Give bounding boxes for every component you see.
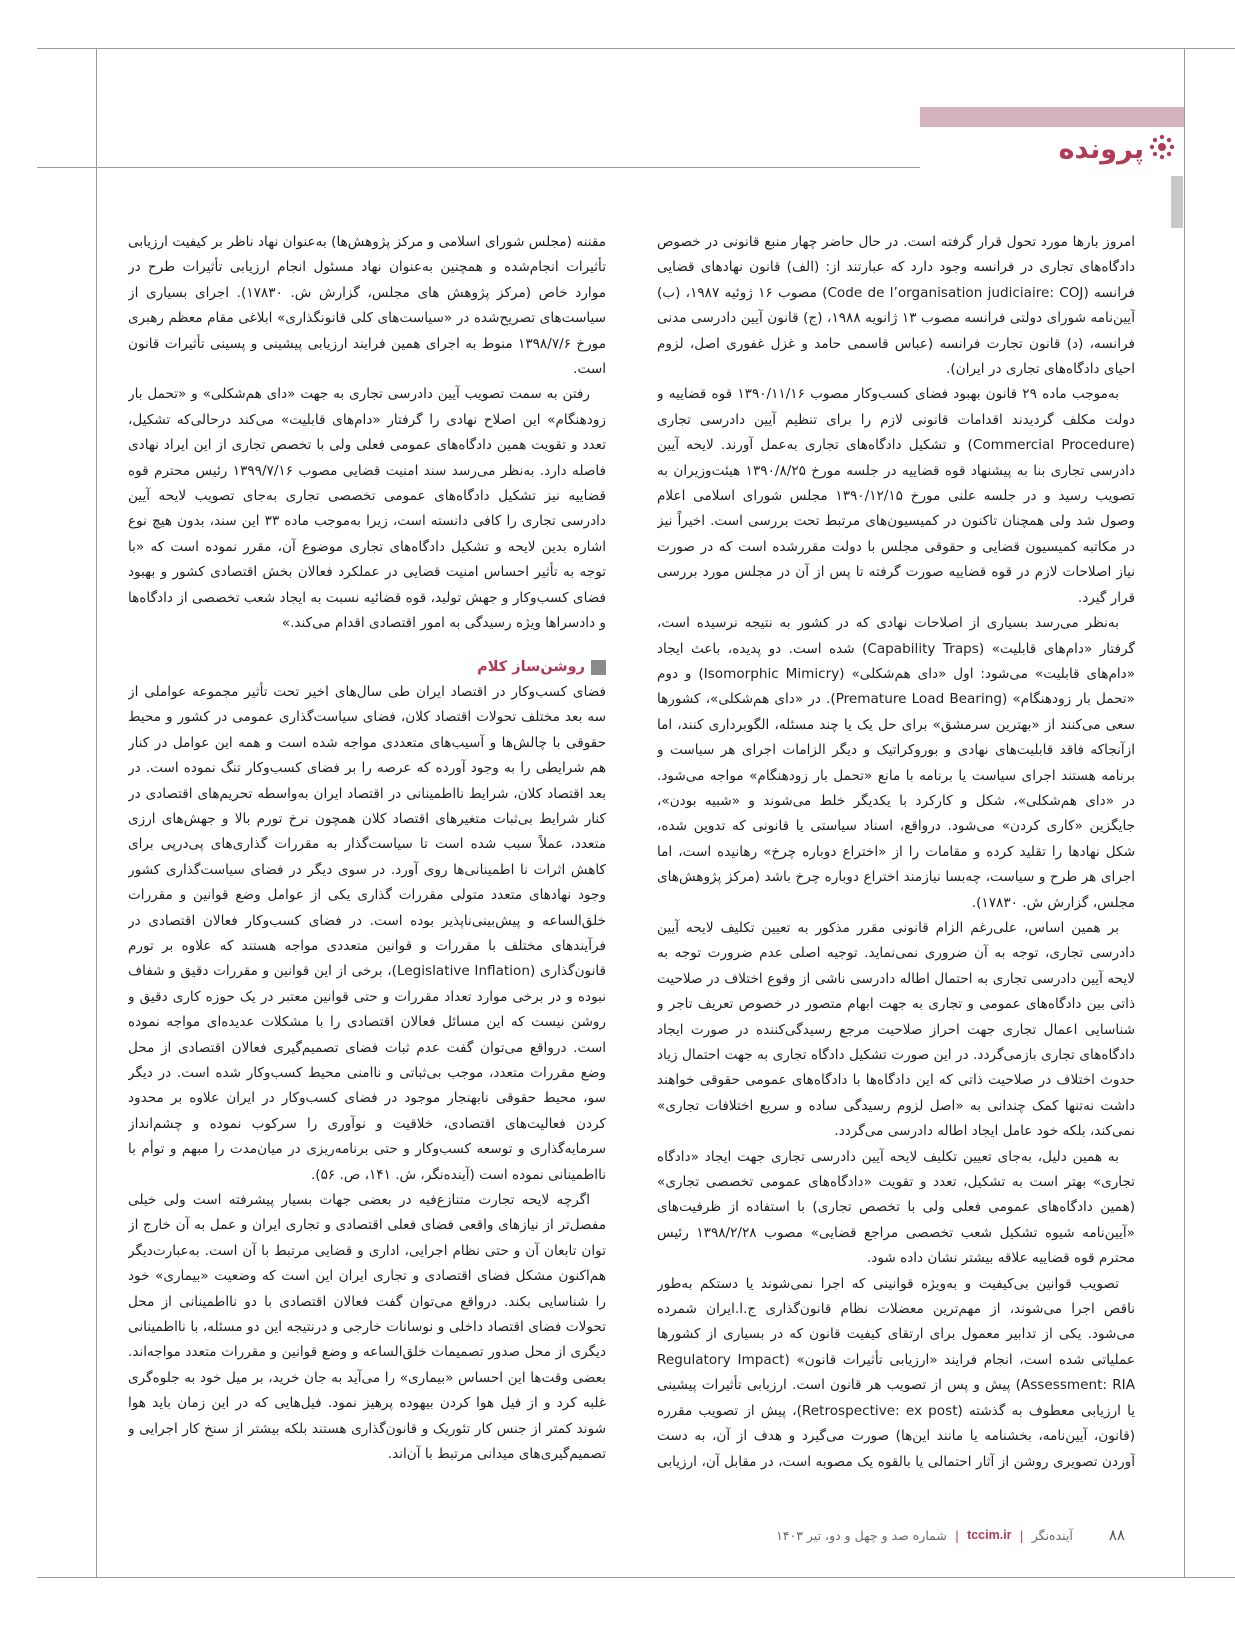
side-tab bbox=[1171, 176, 1183, 228]
paragraph: اگرچه لایحه تجارت متنازع‌فیه در بعضی جهات بسیار پیشرفته است ولی خیلی مفصل‌تر از نیازهای واقعی فضای فعلی اقتصادی و تجاری ایران و عمل به آن خارج از توان تابعان آن و حتی نظام اجرایی، اداری و قضایی مرتبط با آن است. به‌عبارت‌دیگر هم‌اکنون مشکل فضای اقتصادی و تجاری ایران این است که وضعیت «بیماری» خود را شناسایی بکند. درواقع می‌توان گفت فعالان اقتصادی با دو نااطمینانی از محل تحولات فضای اقتصاد داخلی و نوسانات خارجی و درنتیجه این دو مسئله، با نااطمینانی دیگری از محل صدور تصمیمات خلق‌الساعه و وضع قوانین و مقررات متعدد مواجه‌اند. بعضی وقت‌ها این احساس «بیماری» را می‌آید به جان خرید، بر میل خود به جلوه‌گری غلبه کرد و از فیل هوا کردن بیهوده پرهیز نمود. فیل‌هایی که در این زمان باید هوا شوند کمتر از جنس کار تئوریک و قانون‌گذاری هستند بلکه بیشتر از سنخ کار اجرایی و تصمیم‌گیری‌های میدانی مرتبط با آن‌اند. bbox=[128, 1192, 606, 1463]
frame-right-line bbox=[1184, 48, 1185, 1577]
paragraph: فضای کسب‌وکار در اقتصاد ایران طی سال‌های اخیر تحت تأثیر مجموعه عواملی از سه بعد مختلف تحولات اقتصاد کلان، فضای سیاست‌گذاری عمومی در کشور و محیط حقوقی با چالش‌ها و آسیب‌های متعددی مواجه شده است و همه این عوامل در کنار هم شرایطی را به وجود آورده که عرصه را بر فضای کسب‌وکار تنگ نموده است. در بعد اقتصاد کلان، شرایط نااطمینانی در اقتصاد ایران به‌واسطه تحریم‌های اقتصادی در کنار شرایط بی‌ثبات متغیرهای اقتصاد کلان همچون نرخ تورم بالا و جهش‌های ارزی متعدد، عملاً سبب شده است تا سیاست‌گذار به مقررات گذاری‌های پی‌درپی برای کاهش اثرات نا اطمینانی‌ها روی آورد. در سوی دیگر در فضای سیاست‌گذاری کشور وجود نهادهای متعدد متولی مقررات گذاری یکی از عوامل وضع قوانین و مقررات خلق‌الساعه و پیش‌بینی‌ناپذیر بوده است. در فضای کسب‌وکار فعالان اقتصادی در فرآیندهای مختلف با مقررات و قوانین متعددی مواجه هستند که علاوه بر تورم قانون‌گذاری (Legislative Inflation)، برخی از این قوانین و مقررات دقیق و شفاف نبوده و در برخی موارد تعداد مقررات و حتی قوانین معتبر در یک حوزه کاری دقیق و روشن نیست که این مسائل فعالان اقتصادی را با مشکلات عدیده‌ای مواجه نموده است. درواقع می‌توان گفت عدم ثبات فضای تصمیم‌گیری فعالان اقتصادی از محل وضع مقررات متعدد، موجب بی‌ثباتی و ناامنی محیط کسب‌وکار شده است. در دیگر سو، محیط حقوقی نابهنجار موجود در فضای کسب‌وکار در ایران علاوه بر محدود کردن فعالیت‌های اقتصادی، خلاقیت و نوآوری را سرکوب نموده و چشم‌انداز سرمایه‌گذاری و توسعه کسب‌وکار و حتی برنامه‌ریزی در میان‌مدت را مبهم و توأم با نااطمینانی نموده است (آینده‌نگر، ش. ۱۴۱، ص. ۵۶). bbox=[128, 683, 606, 1183]
paragraph: بر همین اساس، علی‌رغم الزام قانونی مقرر مذکور به تعیین تکلیف لایحه آیین دادرسی تجاری، توجه به آن ضروری نمی‌نماید. توجیه اصلی عدم ضرورت توجه به لایحه آیین دادرسی تجاری به احتمال اطاله دادرسی ناشی از وقوع اختلاف در صلاحیت ذاتی بین دادگاه‌های عمومی و تجاری به جهت ابهام متصور در خصوص تعریف تاجر و شناسایی اعمال تجاری جهت احراز صلاحیت مرجع رسیدگی‌کننده در صورت ایجاد دادگاه‌های تجاری بازمی‌گردد. در این صورت تشکیل دادگاه تجاری به جهت احتمال زیاد حدوث اختلاف در صلاحیت ذاتی که این دادگاه‌ها با دادگاه‌های عمومی حقوقی خواهند داشت نه‌تنها کمک چندانی به «اصل لزوم رسیدگی ساده و سریع اختلافات تجاری» نمی‌کند، بلکه خود عامل ایجاد اطاله دادرسی می‌گردد. bbox=[657, 919, 1135, 1140]
section-banner bbox=[920, 107, 1184, 127]
paragraph: رفتن به سمت تصویب آیین دادرسی تجاری به جهت «دای هم‌شکلی» و «تحمل بار زودهنگام» این اصلاح نهادی را گرفتار «دام‌های قابلیت» می‌کند درحالی‌که تشکیل، تعدد و تقویت همین دادگاه‌های عمومی فعلی ولی با تخصص تجاری از این ایراد نهادی فاصله دارد. به‌نظر می‌رسد سند امنیت قضایی مصوب ۱۳۹۹/۷/۱۶ رئیس محترم قوه قضاییه نیز تشکیل دادگاه‌های عمومی تخصصی تجاری به‌جای تصویب لایحه آیین دادرسی تجاری را کافی دانسته است، زیرا به‌موجب ماده ۳۳ این سند، بدون هیچ نوع اشاره بدین لایحه و تشکیل دادگاه‌های تجاری موضوع آن، مقرر نموده است که «با توجه به تأثیر احساس امنیت قضایی در عملکرد فعالان بخش اقتصادی کشور و بهبود فضای کسب‌وکار و جهش تولید، قوه قضائیه نسبت به ایجاد شعب تخصصی از دادگاه‌ها و دادسراها ویژه رسیدگی به امور اقتصادی اقدام می‌کند.» bbox=[128, 386, 606, 632]
paragraph: تصویب قوانین بی‌کیفیت و به‌ویژه قوانینی که اجرا نمی‌شوند یا دستکم به‌طور ناقص اجرا می‌شوند، از مهم‌ترین معضلات نظام قانون‌گذاری ج.ا.ایران شمرده می‌شود. یکی از تدابیر معمول برای ارتقای کیفیت قانون که در بسیاری از کشورها عملیاتی شده است، انجام فرایند «ارزیابی تأثیرات قانون» (Regulatory Impact Assessment: RIA) پیش و پس از تصویب هر قانون است. ارزیابی تأثیرات پیشینی یا ارزیابی معطوف به گذشته (Retrospective: ex post)، پیش از تصویب مقرره (قانون، آیین‌نامه، بخشنامه یا مانند این‌ها) صورت می‌گیرد و هدف از آن، به دست آوردن تصویری روشن از آثار احتمالی یا بالقوه یک مصوبه است، در مقابل آن، ارزیابی bbox=[657, 1275, 1135, 1470]
paragraph: امروز بارها مورد تحول قرار گرفته است. در حال حاضر چهار منبع قانونی در خصوص دادگاه‌های تجاری در فرانسه وجود دارد که عبارتند از: (الف) قانون نهادهای قضایی فرانسه (Code de l’organisation judiciaire: COJ) مصوب ۱۶ ژوئیه ۱۹۸۷، (ب) آیین‌نامه شورای دولتی فرانسه مصوب ۱۳ ژانویه ۱۹۸۸، (ج) قانون آیین دادرسی مدنی فرانسه، (د) قانون تجارت فرانسه (عباس قاسمی حامد و غزل غفوری اصل، لزوم احیای دادگاه‌های تجاری در ایران). bbox=[657, 234, 1135, 378]
frame-bottom-line bbox=[37, 1577, 1235, 1578]
website-link[interactable]: tccim.ir bbox=[967, 1528, 1012, 1542]
paragraph: مقننه (مجلس شورای اسلامی و مرکز پژوهش‌ها) به‌عنوان نهاد ناظر بر کیفیت ارزیابی تأثیرات انجام‌شده و همچنین به‌عنوان نهاد مسئول انجام ارزیابی تأثیرات طرح در موارد خاص (مرکز پژوهش های مجلس، گزارش ش. ۱۷۸۳۰). اجرای بسیاری از سیاست‌های تصریح‌شده در «سیاست‌های کلی قانونگذاری» ابلاغی مقام معظم رهبری مورخ ۱۳۹۸/۷/۶ منوط به اجرای همین فرایند ارزیابی پیشینی و پسینی تأثیرات قانون است. bbox=[128, 234, 606, 378]
paragraph: به‌نظر می‌رسد بسیاری از اصلاحات نهادی که در کشور به نتیجه نرسیده است، گرفتار «دام‌های قابلیت» (Capability Traps) شده است. دو پدیده، باعث ایجاد «دام‌های قابلیت» می‌شود: اول «دای هم‌شکلی» (Isomorphic Mimicry) و دوم «تحمل بار زودهنگام» (Premature Load Bearing). در «دای هم‌شکلی»، کشورها سعی می‌کنند از «بهترین سرمشق» برای حل یک یا چند مسئله، الگوبرداری کنند، اما ازآنجاکه فاقد قابلیت‌های نهادی و بوروکراتیک و دیگر الزامات اجرای هر سیاست و برنامه هستند اجرای سیاست یا برنامه با مانع «تحمل بار زودهنگام» مواجه می‌شود. در «دای هم‌شکلی»، شکل و کارکرد با یکدیگر خلط می‌شوند و «شبیه بودن»، جایگزین «کاری کردن» می‌شود. درواقع، اسناد سیاستی یا قانونی که تدوین شده، شکل نهادها را تقلید کرده و مقامات را از «اختراع دوباره چرخ» رهانیده است، اما اجرای هر طرح و سیاست، چه‌بسا نیازمند اختراع دوباره چرخ باشد (مرکز پژوهش‌های مجلس، گزارش ش. ۱۷۸۳۰). bbox=[657, 615, 1135, 911]
paragraph bbox=[128, 1468, 606, 1471]
frame-top-line bbox=[37, 48, 1235, 49]
magazine-name: آینده‌نگر bbox=[1031, 1527, 1073, 1543]
footer-separator: | bbox=[1019, 1527, 1024, 1543]
left-text-column bbox=[128, 230, 606, 1470]
subheading bbox=[128, 655, 606, 680]
frame-left-line bbox=[96, 48, 97, 1577]
page-number: ۸۸ bbox=[1108, 1526, 1125, 1544]
section-emblem-icon bbox=[1148, 133, 1176, 161]
footer-separator: | bbox=[954, 1527, 960, 1543]
subheading-text: روشن‌ساز کلام bbox=[477, 658, 585, 675]
right-text-column bbox=[657, 230, 1135, 1470]
frame-header-line bbox=[37, 167, 920, 168]
paragraph: به‌موجب ماده ۲۹ قانون بهبود فضای کسب‌وکار مصوب ۱۳۹۰/۱۱/۱۶ قوه قضاییه و دولت مکلف گردیدند اقدامات قانونی لازم را برای تنظیم آیین دادرسی تجاری (Commercial Procedure) و تشکیل دادگاه‌های تجاری به‌عمل آورند. لایحه آیین دادرسی تجاری بنا به پیشنهاد قوه قضاییه در جلسه مورخ ۱۳۹۰/۸/۲۵ هیئت‌وزیران به تصویب رسید و در جلسه علنی مورخ ۱۳۹۰/۱۲/۱۵ مجلس شورای اسلامی اعلام وصول شد ولی همچنان تاکنون در کمیسیون‌های مرتبط تحت بررسی است. اخیراً نیز در مکاتبه کمیسیون قضایی و حقوقی مجلس با دولت مقررشده است که در صورت نیاز اصلاحات لازم در قوه قضاییه صورت گرفته تا پس از آن در مجلس مورد بررسی قرار گیرد. bbox=[657, 386, 1135, 606]
issue-info: شماره صد و چهل و دو، تیر ۱۴۰۳ bbox=[776, 1527, 947, 1543]
subheading-square-icon bbox=[591, 660, 606, 675]
section-title: پرونده bbox=[1058, 134, 1144, 165]
page-footer bbox=[760, 1524, 1125, 1546]
paragraph: به همین دلیل، به‌جای تعیین تکلیف لایحه آیین دادرسی تجاری جهت ایجاد «دادگاه تجاری» بهتر است به تشکیل، تعدد و تقویت «دادگاه‌های عمومی تخصصی تجاری» (همین دادگاه‌های عمومی فعلی ولی با تخصص تجاری) با استفاده از ظرفیت‌های «آیین‌نامه شیوه تشکیل شعب تخصصی مراجع قضایی» مصوب ۱۳۹۸/۲/۲۸ رئیس محترم قوه قضاییه علاقه بیشتر نشان داده شود. bbox=[657, 1148, 1135, 1267]
